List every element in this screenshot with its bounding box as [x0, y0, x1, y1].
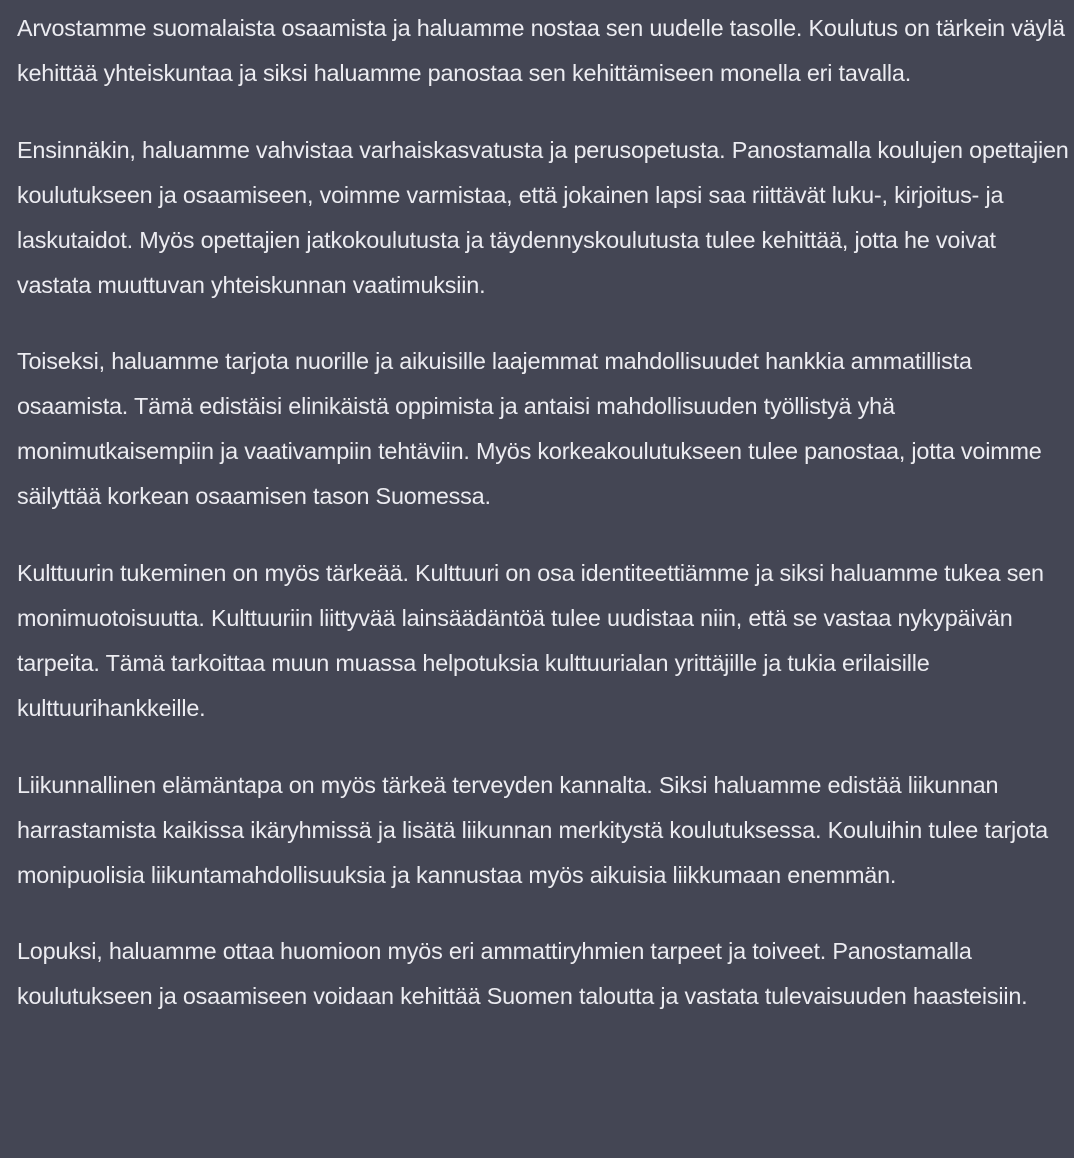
- message-paragraph-1: Arvostamme suomalaista osaamista ja haluamme nostaa sen uudelle tasolle. Koulutus on tärkein väylä kehittää yhteiskuntaa ja siksi haluamme panostaa sen kehittämiseen monella eri tavalla.: [17, 15, 1065, 86]
- message-paragraph-6: Lopuksi, haluamme ottaa huomioon myös eri ammattiryhmien tarpeet ja toiveet. Panostamalla koulutukseen ja osaamiseen voidaan kehittää Suomen taloutta ja vastata tulevaisuuden haasteisiin.: [17, 938, 1028, 1010]
- message-paragraph-2: Ensinnäkin, haluamme vahvistaa varhaiskasvatusta ja perusopetusta. Panostamalla koulujen opettajien koulutukseen ja osaamiseen, voimme varmistaa, että jokainen lapsi saa riittävät luku-, kirjoitus- ja laskutaidot. Myös opettajien jatkokoulutusta ja täydennyskoulutusta tulee kehittää, jotta he voivat vastata muuttuvan yhteiskunnan vaatimuksiin.: [17, 136, 1069, 298]
- message-paragraph-5: Liikunnallinen elämäntapa on myös tärkeä terveyden kannalta. Siksi haluamme edistää liikunnan harrastamista kaikissa ikäryhmissä ja lisätä liikunnan merkitystä koulutuksessa. Kouluihin tulee tarjota monipuolisia liikuntamahdollisuuksia ja kannustaa myös aikuisia liikkumaan enemmän.: [17, 771, 1048, 888]
- message-paragraph-4: Kulttuurin tukeminen on myös tärkeää. Kulttuuri on osa identiteettiämme ja siksi haluamme tukea sen monimuotoisuutta. Kulttuuriin liittyvää lainsäädäntöä tulee uudistaa niin, että se vastaa nykypäivän tarpeita. Tämä tarkoittaa muun muassa helpotuksia kulttuurialan yrittäjille ja tukia erilaisille kulttuurihankkeille.: [17, 560, 1044, 721]
- message-paragraph-3: Toiseksi, haluamme tarjota nuorille ja aikuisille laajemmat mahdollisuudet hankkia ammatillista osaamista. Tämä edistäisi elinikäistä oppimista ja antaisi mahdollisuuden työllistyä yhä monimutkaisempiin ja vaativampiin tehtäviin. Myös korkeakoulutukseen tulee panostaa, jotta voimme säilyttää korkean osaamisen tason Suomessa.: [17, 348, 1042, 510]
